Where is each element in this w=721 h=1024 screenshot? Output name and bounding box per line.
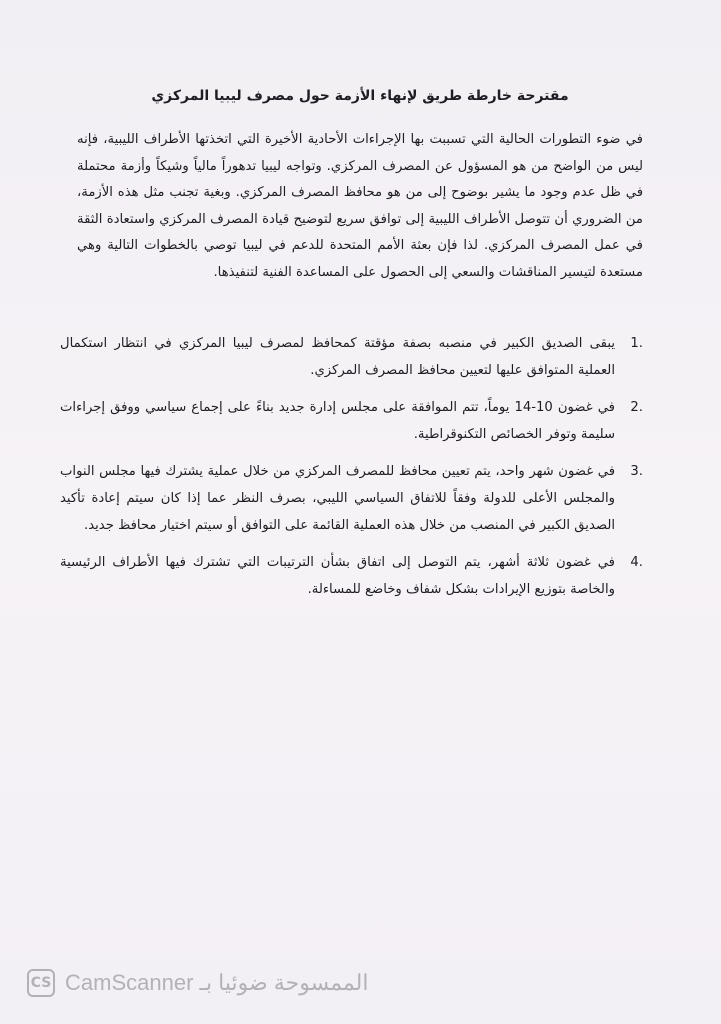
camscanner-watermark: [27, 963, 368, 1003]
list-item: [60, 330, 643, 384]
step-number: 1.: [630, 336, 643, 351]
camscanner-logo-icon: CS: [27, 969, 55, 997]
watermark-text: الممسوحة ضوئيا بـ CamScanner: [65, 970, 369, 995]
step-text: يبقى الصديق الكبير في منصبه بصفة مؤقتة كمحافظ لمصرف ليبيا المركزي في انتظار استكمال العملية المتوافق عليها لتعيين محافظ المصرف المركزي.: [60, 336, 615, 378]
list-item: [60, 394, 643, 448]
step-text: في غضون شهر واحد، يتم تعيين محافظ للمصرف المركزي من خلال عملية يشترك فيها مجلس النواب والمجلس الأعلى للدولة وفقاً للاتفاق السياسي الليبي، بصرف النظر عما إذا كان سيتم إعادة تأكيد الصديق الكبير في المنصب من خلال هذه العملية القائمة على التوافق أو سيتم اختيار محافظ جديد.: [60, 464, 615, 533]
steps-list: [60, 330, 643, 613]
list-item: [60, 458, 643, 539]
document-title: مقترحة خارطة طريق لإنهاء الأزمة حول مصرف ليبيا المركزي: [151, 88, 569, 104]
step-number: 4.: [630, 555, 643, 570]
step-number: 3.: [630, 464, 643, 479]
step-text: في غضون ثلاثة أشهر، يتم التوصل إلى اتفاق بشأن الترتيبات التي تشترك فيها الأطراف الرئيسية والخاصة بتوزيع الإيرادات بشكل شفاف وخاضع للمساءلة.: [60, 555, 615, 597]
step-text: في غضون 10-14 يوماً، تتم الموافقة على مجلس إدارة جديد بناءً على إجماع سياسي ووفق إجراءات سليمة وتوفر الخصائص التكنوقراطية.: [60, 400, 615, 442]
intro-paragraph: في ضوء التطورات الحالية التي تسببت بها الإجراءات الأحادية الأخيرة التي اتخذتها الأطراف الليبية، فإنه ليس من الواضح من هو المسؤول عن المصرف المركزي. وتواجه ليبيا تدهوراً مالياً وشيكاً وأزمة محتملة في ظل عدم وجود ما يشير بوضوح إلى من هو محافظ المصرف المركزي. وبغية تجنب مثل هذه الأزمة، من الضروري أن تتوصل الأطراف الليبية إلى توافق سريع لتوضيح قيادة المصرف المركزي واستعادة الثقة في عمل المصرف المركزي. لذا فإن بعثة الأمم المتحدة للدعم في ليبيا توصي بالخطوات التالية وهي مستعدة لتيسير المناقشات والسعي إلى الحصول على المساعدة الفنية لتنفيذها.: [77, 132, 643, 280]
step-number: 2.: [630, 400, 643, 415]
list-item: [60, 549, 643, 603]
